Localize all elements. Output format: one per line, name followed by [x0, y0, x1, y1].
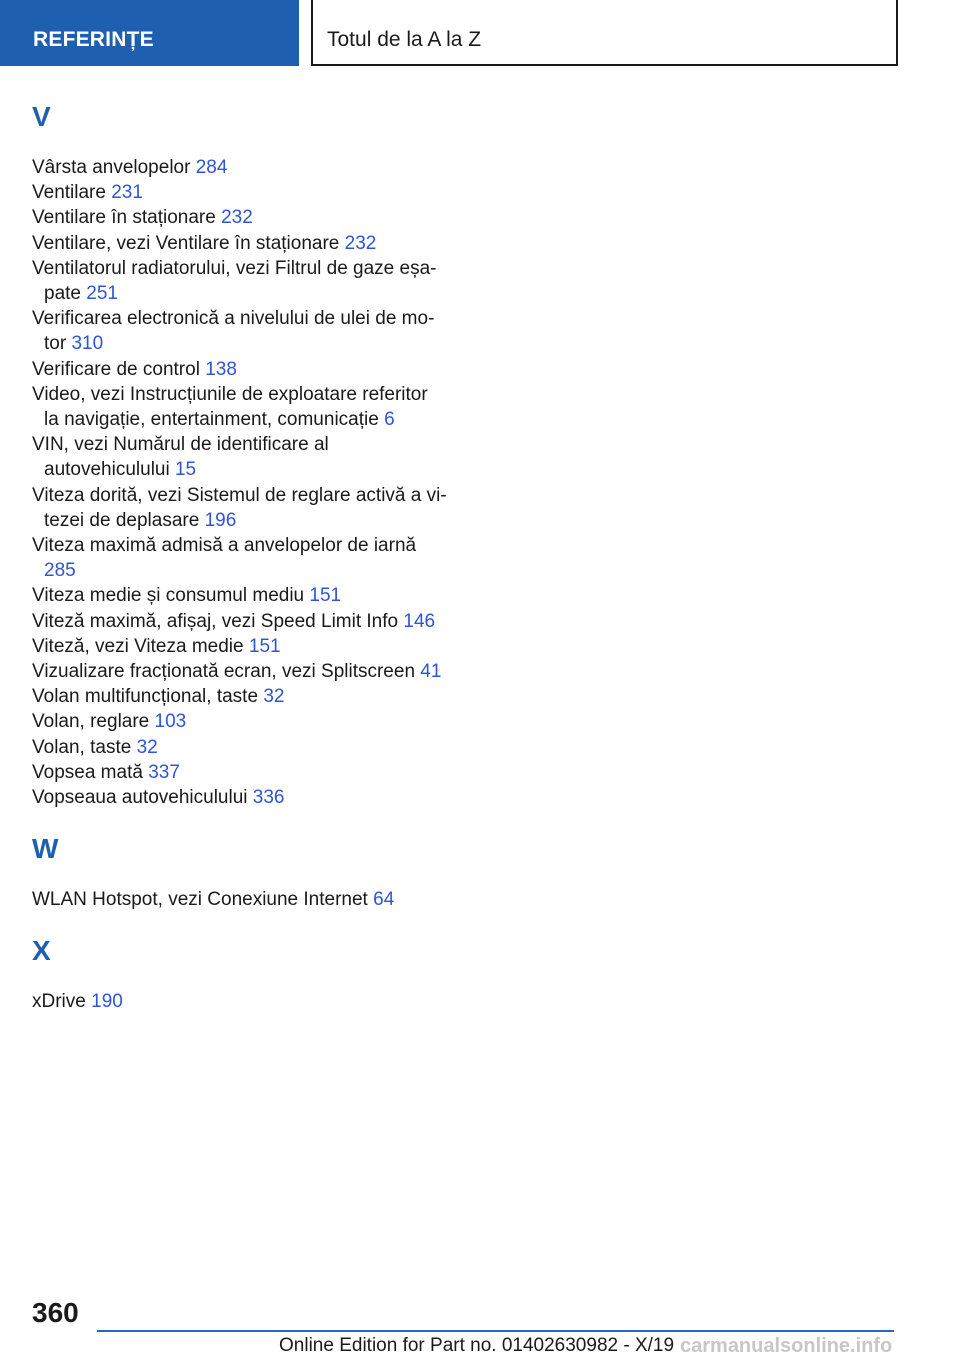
index-entry: [32, 989, 447, 1014]
entry-text: Verificare de control: [32, 358, 200, 380]
entry-text: WLAN Hotspot, vezi Conexiune Internet: [32, 889, 368, 911]
index-entry: [32, 357, 447, 382]
index-entry: [32, 180, 447, 205]
page-link[interactable]: 337: [148, 761, 180, 783]
index-section-v: [32, 100, 447, 810]
entry-text: Volan, reglare: [32, 711, 150, 733]
entry-text: Ventilare: [32, 182, 106, 204]
entry-text: VIN, vezi Numărul de identificare al autovehiculului: [32, 434, 329, 481]
header-chapter-box: [311, 0, 898, 66]
index-entry: [32, 155, 447, 180]
index-entry: [32, 583, 447, 608]
footer-rule: [97, 1330, 894, 1332]
index-section-x: [32, 934, 447, 1014]
page-link[interactable]: 32: [136, 736, 158, 758]
section-letter: V: [32, 101, 51, 132]
index-entry: [32, 483, 447, 533]
entry-text: Video, vezi Instrucțiunile de exploatare referitor la navigație, entertainment, comunicație: [32, 383, 428, 431]
entry-text: Vopsea mată: [32, 761, 143, 783]
page-link[interactable]: 232: [221, 207, 253, 229]
entry-text: Vârsta anvelopelor: [32, 157, 191, 178]
entry-text: Volan multifuncțional, taste: [32, 686, 259, 708]
page-link[interactable]: 138: [205, 358, 237, 380]
chapter-title: Totul de la A la Z: [327, 28, 482, 51]
page-link[interactable]: 284: [195, 157, 228, 178]
index-entry: [32, 785, 447, 810]
page-link[interactable]: 310: [71, 333, 104, 355]
entry-text: Volan, taste: [32, 736, 132, 758]
page-link[interactable]: 285: [44, 560, 76, 582]
entry-text: Viteză, vezi Viteza medie: [32, 635, 244, 657]
entry-text: Verificarea electronică a nivelului de ulei de motor: [32, 308, 435, 355]
entry-text: Ventilatorul radiatorului, vezi Filtrul de gaze eșapate: [32, 257, 437, 305]
index-section-w: [32, 832, 447, 912]
entry-text: Viteza medie și consumul mediu: [32, 585, 305, 607]
page-link[interactable]: 190: [91, 991, 123, 1013]
index-entry: [32, 634, 447, 659]
index-list: [32, 100, 447, 1037]
index-entry: [32, 887, 447, 912]
section-letter: X: [32, 935, 51, 967]
index-entry: [32, 432, 447, 482]
index-entry: [32, 609, 447, 634]
footer-edition-text: Online Edition for Part no. 01402630982 - X/19: [279, 1335, 675, 1356]
entry-text: Vopseaua autovehiculului: [32, 787, 248, 809]
entry-text: Viteza maximă admisă a anvelopelor de iarnă: [32, 535, 417, 557]
index-entry: [32, 760, 447, 785]
entry-text: Viteză maximă, afișaj, vezi Speed Limit Info: [32, 610, 399, 632]
section-letter: W: [32, 833, 59, 865]
page-link[interactable]: 64: [373, 889, 395, 911]
page-link[interactable]: 151: [248, 635, 281, 657]
page-link[interactable]: 151: [309, 585, 342, 607]
section-title: REFERINȚE: [33, 28, 154, 51]
page-link[interactable]: 15: [174, 459, 197, 481]
entry-text: Viteza dorită, vezi Sistemul de reglare activă a vitezei de deplasare: [32, 484, 447, 531]
index-entry: [32, 735, 447, 760]
index-entry: [32, 659, 447, 684]
page-link[interactable]: 32: [263, 686, 285, 708]
index-entry: [32, 231, 447, 256]
index-entry: [32, 709, 447, 734]
page-link[interactable]: 336: [252, 787, 285, 809]
page-link[interactable]: 231: [111, 182, 143, 204]
entry-text: Vizualizare fracționată ecran, vezi Splitscreen: [32, 661, 416, 683]
index-entry: [32, 306, 447, 356]
page-link[interactable]: 196: [204, 509, 237, 531]
page-link[interactable]: 232: [344, 232, 377, 254]
page-number: 360: [32, 1297, 79, 1328]
header-section-tab: [0, 0, 299, 66]
entry-text: xDrive: [32, 991, 86, 1013]
index-entry: [32, 382, 447, 432]
page-link[interactable]: 41: [420, 661, 442, 683]
footer-watermark: carmanualsonline.info: [680, 1335, 893, 1357]
index-entry: [32, 205, 447, 230]
index-entry: [32, 533, 447, 583]
entry-text: Ventilare în staționare: [32, 207, 216, 229]
page-link[interactable]: 103: [154, 711, 187, 733]
index-entry: [32, 256, 447, 306]
page-link[interactable]: 251: [86, 283, 118, 305]
entry-text: Ventilare, vezi Ventilare în staționare: [32, 232, 340, 254]
page-link[interactable]: 6: [384, 409, 395, 431]
page-link[interactable]: 146: [403, 610, 436, 632]
index-entry: [32, 684, 447, 709]
